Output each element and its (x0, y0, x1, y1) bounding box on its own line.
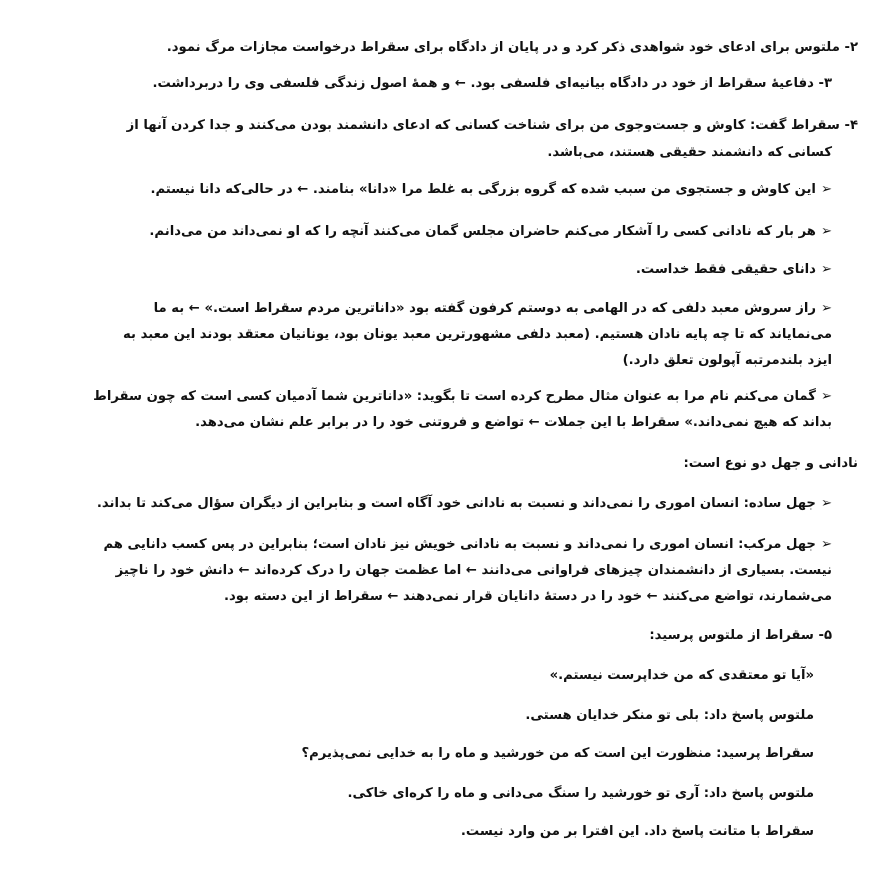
arrowhead-bullet-icon: ➢ (820, 262, 832, 277)
paragraph-3 (30, 70, 858, 97)
bullet-item (30, 218, 858, 245)
paragraph-line: ۵- سقراط از ملتوس پرسید: (649, 628, 832, 643)
dialogue-text: سقراط با متانت پاسخ داد. این افترا بر من وارد نیست. (460, 824, 814, 839)
bullet-text: می‌شمارند، تواضع می‌کنند ← خود را در دستهٔ دانایان قرار نمی‌دهند ← سقراط از این دسته بود. (224, 589, 832, 604)
bullet-text: دانای حقیقی فقط خداست. (635, 262, 816, 277)
paragraph-line: ۴- سقراط گفت: کاوش و جست‌وجوی من برای شناخت کسانی که ادعای دانشمند بودن می‌کنند و جدا کردن آنها از (126, 118, 858, 133)
bullet-text: هر بار که نادانی کسی را آشکار می‌کنم حاضران مجلس گمان می‌کنند آنچه را که او نمی‌داند من می‌دانم. (149, 224, 816, 239)
bullet-text: جهل مرکب: انسان اموری را نمی‌داند و نسبت به نادانی خویش نیز نادان است؛ بنابراین در پس کسب دانایی هم (103, 537, 816, 552)
arrowhead-bullet-icon: ➢ (820, 182, 832, 197)
arrowhead-bullet-icon: ➢ (820, 389, 832, 404)
paragraph-line: کسانی که دانشمند حقیقی هستند، می‌باشد. (547, 145, 832, 160)
dialogue-line (30, 662, 858, 689)
arrowhead-bullet-icon: ➢ (820, 496, 832, 511)
bullet-item (30, 296, 858, 374)
paragraph-2 (30, 34, 858, 61)
bullet-text: نیست. بسیاری از دانشمندان چیزهای فراوانی می‌دانند ← اما عظمت جهان را درک کرده‌اند ← دانش خود را ناچیز (115, 563, 832, 578)
bullet-text: گمان می‌کنم نام مرا به عنوان مثال مطرح کرده است تا بگوید: «داناترین شما آدمیان کسی است که چون سقراط (93, 389, 816, 404)
bullet-text: راز سروش معبد دلفی که در الهامی به دوستم کرفون گفته بود «داناترین مردم سقراط است.» ← به ما (153, 301, 816, 316)
document-page (30, 0, 858, 886)
dialogue-text: سقراط پرسید: منظورت این است که من خورشید و ماه را به خدایی نمی‌پذیرم؟ (301, 746, 814, 761)
bullet-item (30, 256, 858, 283)
dialogue-text: «آیا تو معتقدی که من خداپرست نیستم.» (549, 668, 814, 683)
bullet-text: بداند که هیچ نمی‌داند.» سقراط با این جملات ← تواضع و فروتنی خود را در برابر علم نشان می‌دهد. (195, 415, 832, 430)
section-heading (30, 450, 858, 477)
bullet-text: می‌نمایاند که تا چه پایه نادان هستیم. (معبد دلفی مشهورترین معبد یونان بود، یونانیان معتقد بودند این معبد به (123, 327, 832, 342)
dialogue-text: ملتوس پاسخ داد: آری تو خورشید را سنگ می‌دانی و ماه را کره‌ای خاکی. (347, 786, 814, 801)
paragraph-line: ۲- ملتوس برای ادعای خود شواهدی ذکر کرد و در پایان از دادگاه برای سقراط درخواست مجازات مرگ نمود. (166, 40, 858, 55)
dialogue-line (30, 818, 858, 845)
ignorance-type-simple (30, 490, 858, 517)
bullet-text: این کاوش و جستجوی من سبب شده که گروه بزرگی به غلط مرا «دانا» بنامند. ← در حالی‌که دانا نیستم. (150, 182, 816, 197)
bullet-item (30, 384, 858, 436)
arrowhead-bullet-icon: ➢ (820, 301, 832, 316)
paragraph-line: ۳- دفاعیهٔ سقراط از خود در دادگاه بیانیه‌ای فلسفی بود. ← و همهٔ اصول زندگی فلسفی وی را دربرداشت. (152, 76, 832, 91)
dialogue-text: ملتوس پاسخ داد: بلی تو منکر خدایان هستی. (525, 708, 814, 723)
dialogue-line (30, 780, 858, 807)
bullet-text: ایزد بلندمرتبه آپولون تعلق دارد.) (622, 353, 832, 368)
paragraph-4 (30, 112, 858, 166)
bullet-text: جهل ساده: انسان اموری را نمی‌داند و نسبت به نادانی خود آگاه است و بنابراین از دیگران سؤال می‌کند تا بداند. (96, 496, 816, 511)
dialogue-line (30, 702, 858, 729)
heading-text: نادانی و جهل دو نوع است: (683, 456, 858, 471)
ignorance-type-compound (30, 532, 858, 610)
paragraph-5-heading (30, 622, 858, 649)
arrowhead-bullet-icon: ➢ (820, 537, 832, 552)
dialogue-line (30, 740, 858, 767)
arrowhead-bullet-icon: ➢ (820, 224, 832, 239)
bullet-item (30, 176, 858, 203)
